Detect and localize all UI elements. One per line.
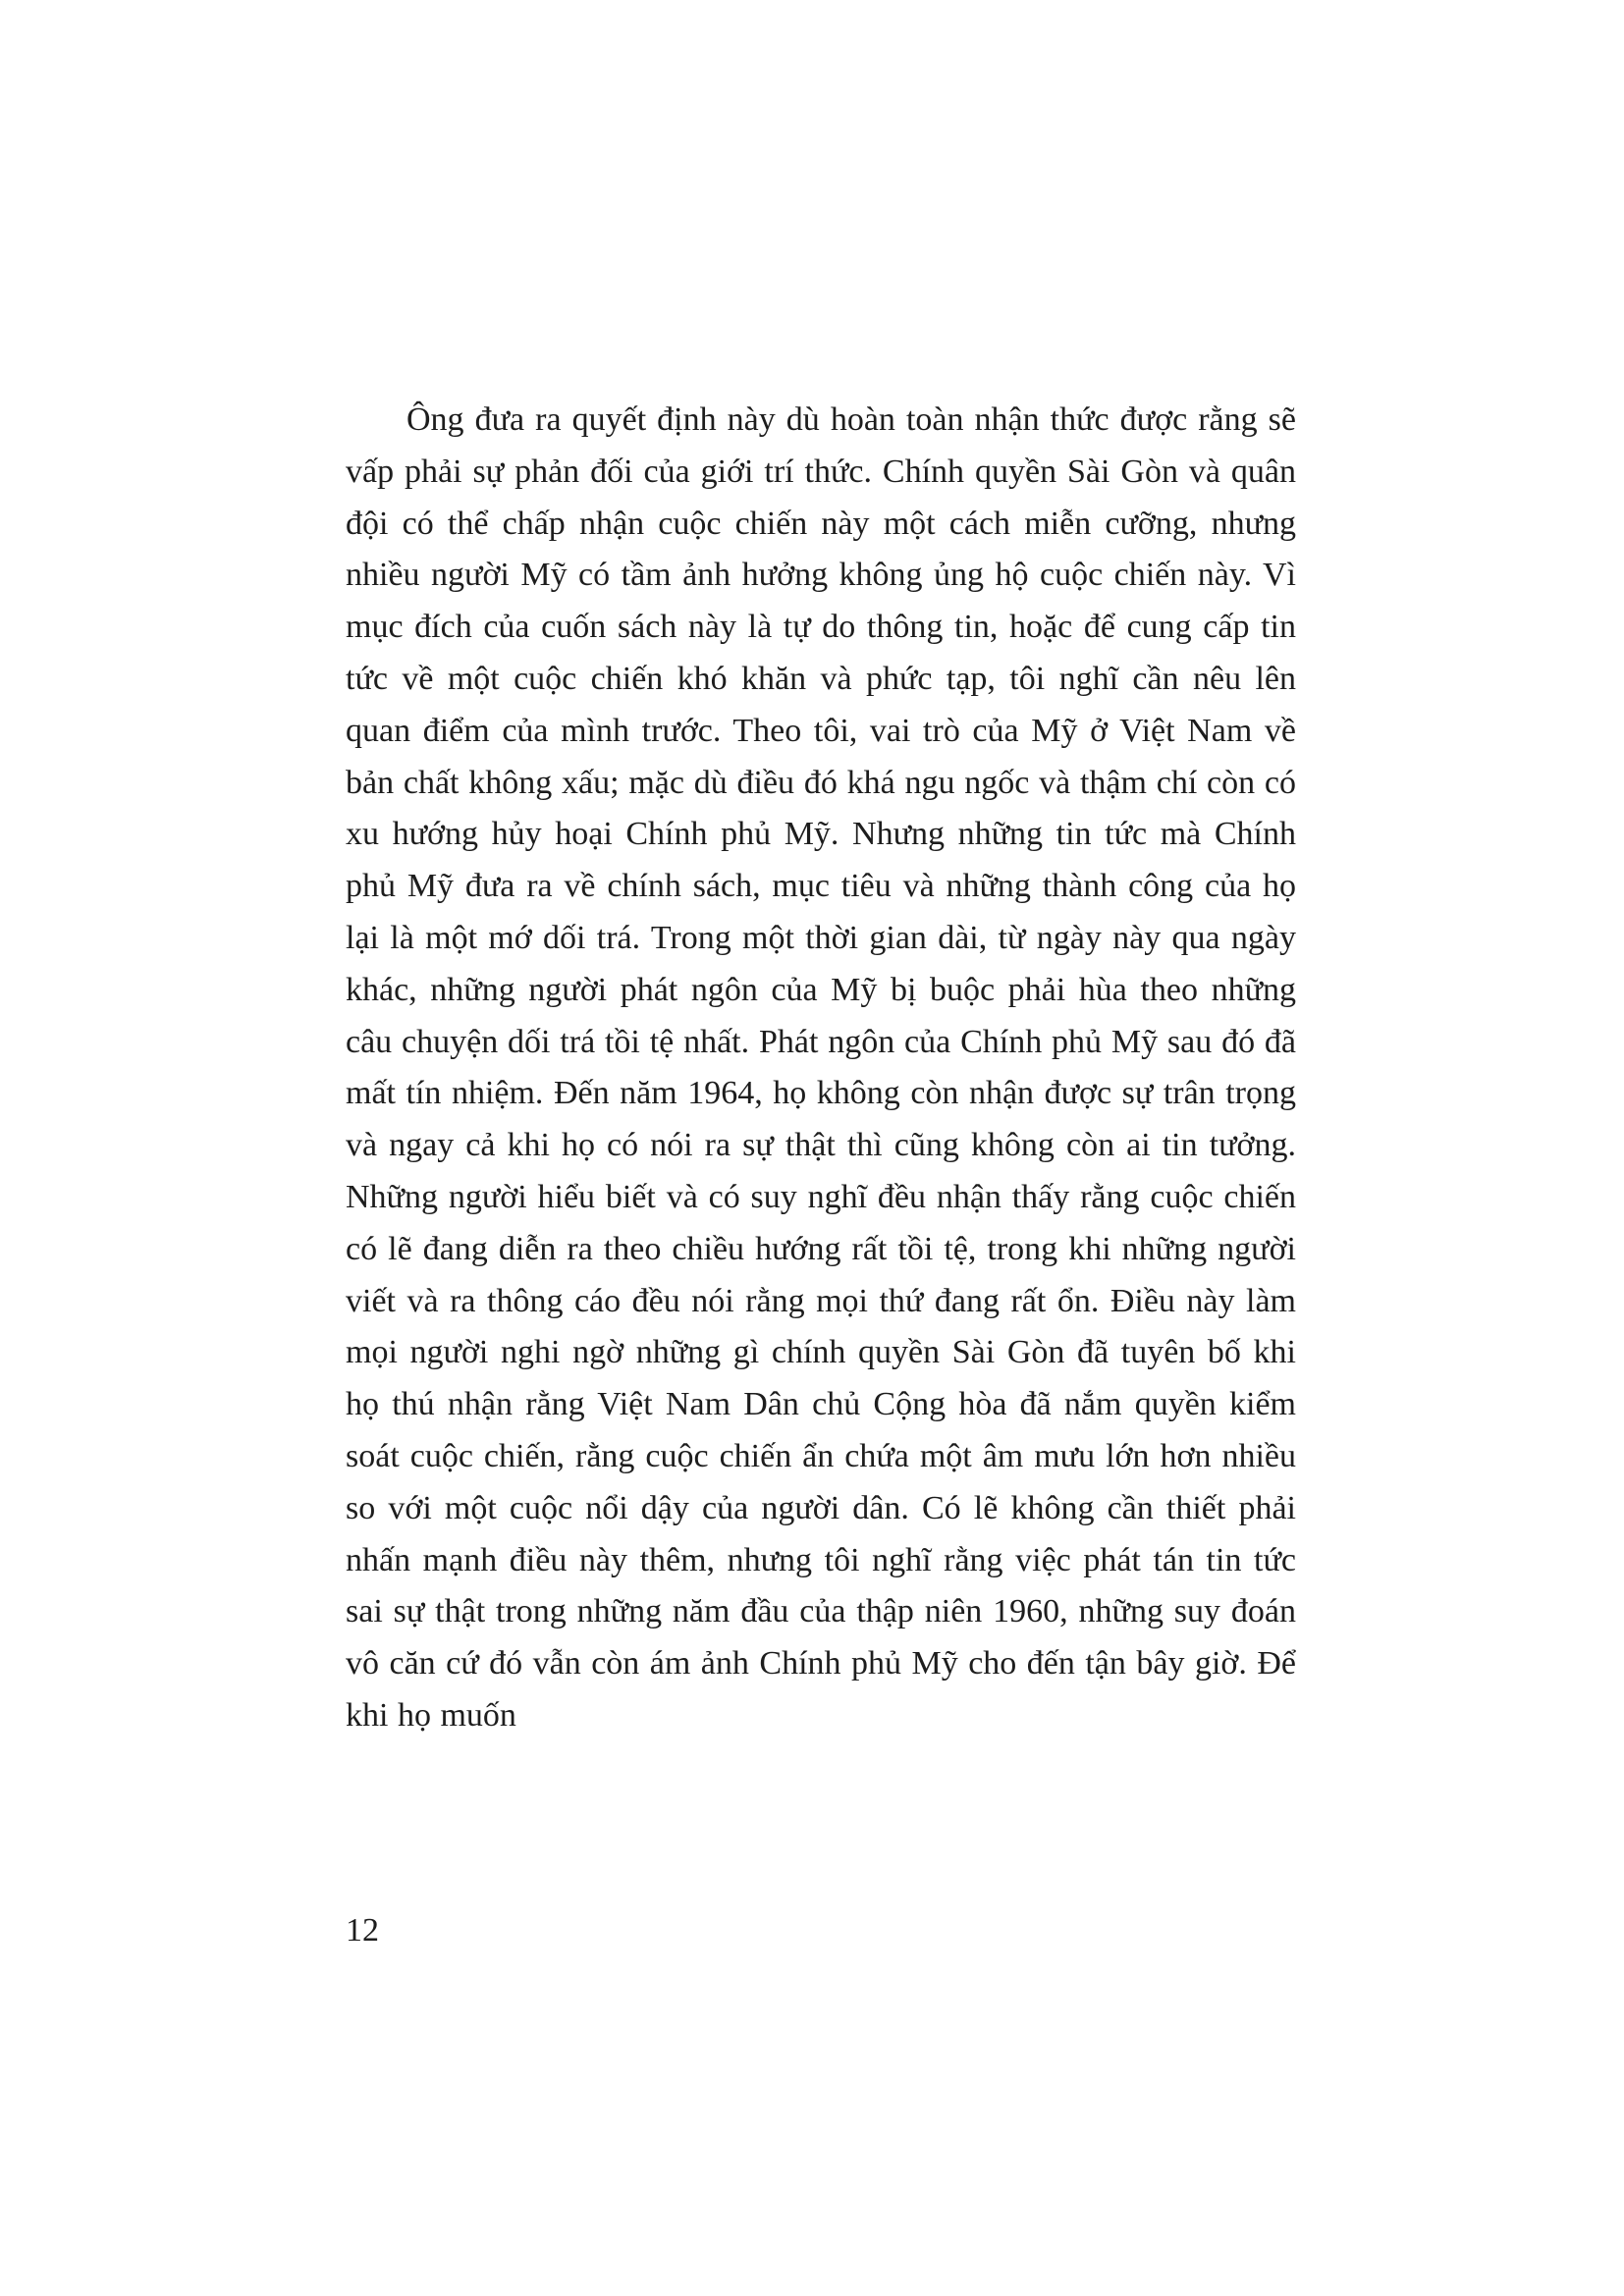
body-paragraph: Ông đưa ra quyết định này dù hoàn toàn nhận thức được rằng sẽ vấp phải sự phản đối của giới trí thức. Chính quyền Sài Gòn và quân đội có thể chấp nhận cuộc chiến này một cách miễn cưỡng, nhưng nhiều người Mỹ có tầm ảnh hưởng không ủng hộ cuộc chiến này. Vì mục đích của cuốn sách này là tự do thông tin, hoặc để cung cấp tin tức về một cuộc chiến khó khăn và phức tạp, tôi nghĩ cần nêu lên quan điểm của mình trước. Theo tôi, vai trò của Mỹ ở Việt Nam về bản chất không xấu; mặc dù điều đó khá ngu ngốc và thậm chí còn có xu hướng hủy hoại Chính phủ Mỹ. Nhưng những tin tức mà Chính phủ Mỹ đưa ra về chính sách, mục tiêu và những thành công của họ lại là một mớ dối trá. Trong một thời gian dài, từ ngày này qua ngày khác, những người phát ngôn của Mỹ bị buộc phải hùa theo những câu chuyện dối trá tồi tệ nhất. Phát ngôn của Chính phủ Mỹ sau đó đã mất tín nhiệm. Đến năm 1964, họ không còn nhận được sự trân trọng và ngay cả khi họ có nói ra sự thật thì cũng không còn ai tin tưởng. Những người hiểu biết và có suy nghĩ đều nhận thấy rằng cuộc chiến có lẽ đang diễn ra theo chiều hướng rất tồi tệ, trong khi những người viết và ra thông cáo đều nói rằng mọi thứ đang rất ổn. Điều này làm mọi người nghi ngờ những gì chính quyền Sài Gòn đã tuyên bố khi họ thú nhận rằng Việt Nam Dân chủ Cộng hòa đã nắm quyền kiểm soát cuộc chiến, rằng cuộc chiến ẩn chứa một âm mưu lớn hơn nhiều so với một cuộc nổi dậy của người dân. Có lẽ không cần thiết phải nhấn mạnh điều này thêm, nhưng tôi nghĩ rằng việc phát tán tin tức sai sự thật trong những năm đầu của thập niên 1960, những suy đoán vô căn cứ đó vẫn còn ám ảnh Chính phủ Mỹ cho đến tận bây giờ. Để khi họ muốn <box>346 401 1296 1734</box>
page-number: 12 <box>346 1912 379 1949</box>
text-block <box>346 395 1296 1742</box>
